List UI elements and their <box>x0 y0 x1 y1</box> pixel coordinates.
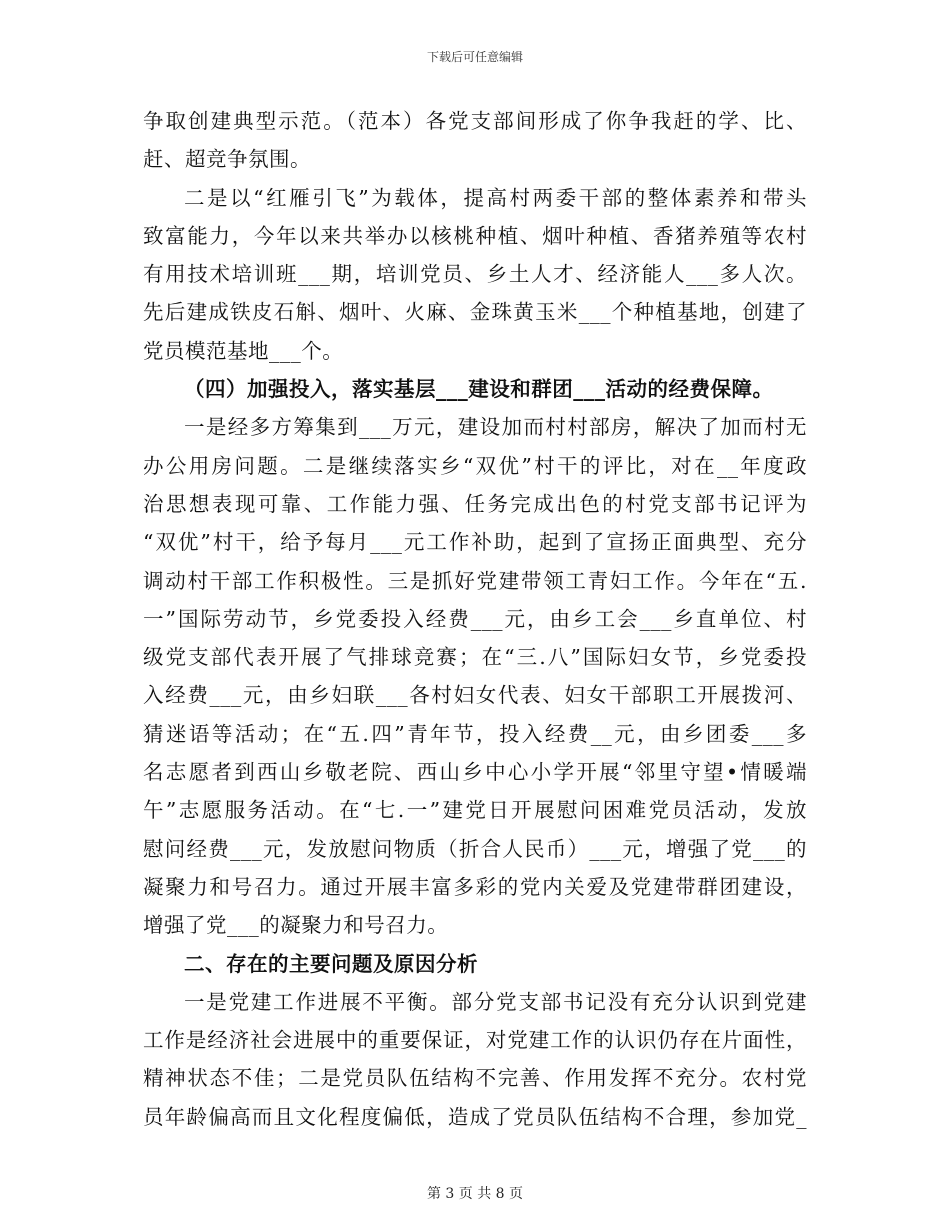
paragraph-line: 办公用房问题。二是继续落实乡“双优”村干的评比，对在__年度政 <box>143 453 807 478</box>
paragraph-line: 猜迷语等活动；在“五.四”青年节，投入经费__元，由乡团委___多 <box>143 721 807 746</box>
paragraph-line: 一是党建工作进展不平衡。部分党支部书记没有充分认识到党建 <box>184 989 807 1014</box>
paragraph-line: 午”志愿服务活动。在“七.一”建党日开展慰问困难党员活动，发放 <box>143 798 807 823</box>
section-heading-line: 二、存在的主要问题及原因分析 <box>184 951 478 976</box>
paragraph-line: 致富能力，今年以来共举办以核桃种植、烟叶种植、香猪养殖等农村 <box>143 223 807 248</box>
paragraph-line: 党员模范基地___个。 <box>143 338 344 363</box>
paragraph-line: 一”国际劳动节，乡党委投入经费___元，由乡工会___乡直单位、村 <box>143 606 807 631</box>
paragraph-line: 入经费___元，由乡妇联___各村妇女代表、妇女干部职工开展拨河、 <box>143 683 807 708</box>
paragraph-line: 二是以“红雁引飞”为载体，提高村两委干部的整体素养和带头 <box>184 185 807 210</box>
paragraph-line: 争取创建典型示范。（范本）各党支部间形成了你争我赶的学、比、 <box>143 109 807 133</box>
document-body <box>143 102 807 1136</box>
paragraph-line: 治思想表现可靠、工作能力强、任务完成出色的村党支部书记评为 <box>143 491 807 516</box>
paragraph-line: 一是经多方筹集到___万元，建设加而村村部房，解决了加而村无 <box>184 415 807 440</box>
paragraph-line: 工作是经济社会进展中的重要保证，对党建工作的认识仍存在片面性， <box>143 1028 807 1053</box>
paragraph-line: 慰问经费___元，发放慰问物质（折合人民币）___元，增强了党___的 <box>143 836 807 861</box>
paragraph-line: 精神状态不佳；二是党员队伍结构不完善、作用发挥不充分。农村党 <box>143 1066 807 1091</box>
page-header: 下载后可任意编辑 <box>426 50 523 64</box>
paragraph-line: 增强了党___的凝聚力和号召力。 <box>143 913 449 938</box>
paragraph-line: “双优”村干，给予每月___元工作补助，起到了宣扬正面典型、充分 <box>143 530 807 555</box>
paragraph-line: 员年龄偏高而且文化程度偏低，造成了党员队伍结构不合理，参加党_ <box>143 1104 807 1129</box>
paragraph-line: 先后建成铁皮石斛、烟叶、火麻、金珠黄玉米___个种植基地，创建了 <box>143 300 807 325</box>
paragraph-line: 级党支部代表开展了气排球竞赛；在“三.八”国际妇女节，乡党委投 <box>143 645 807 670</box>
paragraph-line: 调动村干部工作积极性。三是抓好党建带领工青妇工作。今年在“五. <box>143 568 807 593</box>
paragraph-line: 赶、超竞争氛围。 <box>143 147 311 172</box>
paragraph-line: 名志愿者到西山乡敬老院、西山乡中心小学开展“邻里守望•情暖端 <box>143 760 807 785</box>
page-footer: 第 3 页 共 8 页 <box>426 1186 524 1202</box>
paragraph-line: 有用技术培训班___期，培训党员、乡土人才、经济能人___多人次。 <box>143 262 807 287</box>
section-heading-line: （四）加强投入，落实基层___建设和群团___活动的经费保障。 <box>184 377 774 402</box>
paragraph-line: 凝聚力和号召力。通过开展丰富多彩的党内关爱及党建带群团建设， <box>143 874 807 899</box>
